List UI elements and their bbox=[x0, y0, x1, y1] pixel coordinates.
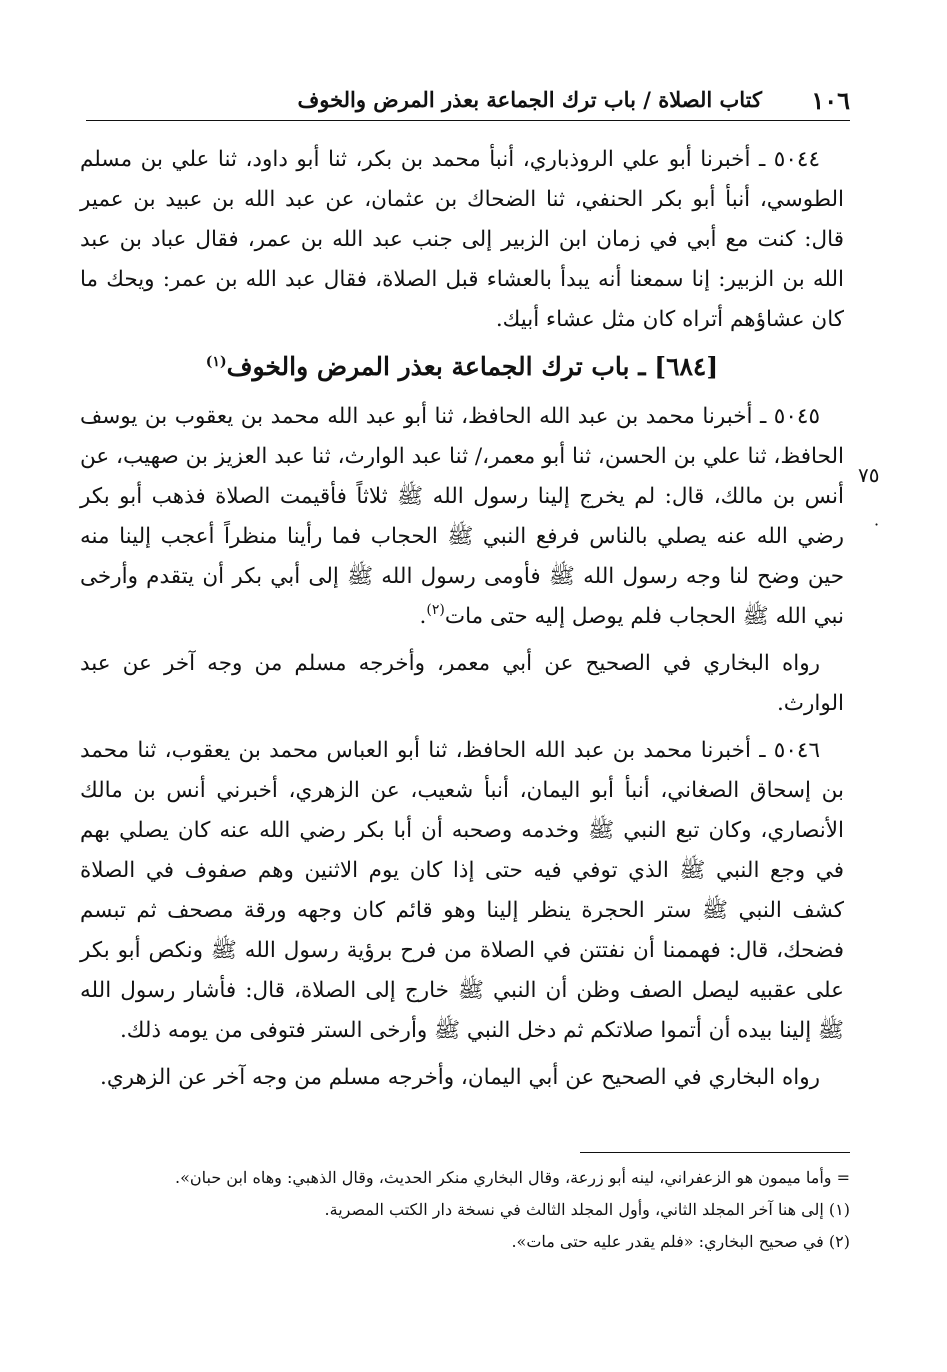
footnotes bbox=[78, 1152, 850, 1259]
hadith-5046: ٥٠٤٦ ـ أخبرنا محمد بن عبد الله الحافظ، ثنا أبو العباس محمد بن يعقوب، ثنا محمد بن إسحاق الصغاني، أنبأ أبو اليمان، أنبأ شعيب، عن الزهري، أخبرني أنس بن مالك الأنصاري، وكان تبع النبي ﷺ وخدمه وصحبه أن أبا بكر رضي الله عنه كان يصلي بهم في وجع النبي ﷺ الذي توفي فيه حتى إذا كان يوم الاثنين وهم صفوف في الصلاة كشف النبي ﷺ ستر الحجرة ينظر إلينا وهو قائم كان وجهه ورقة مصحف ثم تبسم فضحك، قال: فهممنا أن نفتتن في الصلاة من فرح برؤية رسول الله ﷺ ونكص أبو بكر على عقبيه ليصل الصف وظن أن النبي ﷺ خارج إلى الصلاة، قال: فأشار رسول الله ﷺ إلينا بيده أن أتموا صلاتكم ثم دخل النبي ﷺ وأرخى الستر فتوفى من يومه ذلك. bbox=[80, 738, 844, 1043]
takhrij-5045: رواه البخاري في الصحيح عن أبي معمر، وأخرجه مسلم من وجه آخر عن عبد الوارث. bbox=[80, 651, 844, 716]
footnote-continued: = وأما ميمون هو الزعفراني، لينه أبو زرعة، وقال البخاري منكر الحديث، وقال الذهبي: وهاه ابن حبان». bbox=[174, 1168, 850, 1187]
main-text bbox=[80, 140, 844, 1105]
chapter-heading-text: [٦٨٤] ـ باب ترك الجماعة بعذر المرض والخوف bbox=[226, 352, 719, 381]
margin-dot: · bbox=[874, 515, 880, 534]
hadith-5045-end: . bbox=[419, 604, 427, 629]
chapter-heading bbox=[80, 347, 844, 387]
footnote-ref-2: (٢) bbox=[426, 602, 445, 618]
hadith-5044: ٥٠٤٤ ـ أخبرنا أبو علي الروذباري، أنبأ محمد بن بكر، ثنا أبو داود، ثنا علي بن مسلم الطوسي، أنبأ أبو بكر الحنفي، ثنا الضحاك بن عثمان، عن عبد الله بن عبيد بن عمير قال: كنت مع أبي في زمان ابن الزبير إلى جنب عبد الله بن عمر، فقال عباد بن عبد الله بن الزبير: إنا سمعنا أنه يبدأ بالعشاء قبل الصلاة، فقال عبد الله بن عمر: ويحك ما كان عشاؤهم أتراه كان مثل عشاء أبيك. bbox=[80, 147, 844, 332]
hadith-5045 bbox=[80, 397, 844, 637]
hadith-5045-text: ٥٠٤٥ ـ أخبرنا محمد بن عبد الله الحافظ، ثنا أبو عبد الله محمد بن يعقوب بن يوسف الحافظ، ثنا علي بن الحسن، ثنا أبو معمر،/ ثنا عبد الوارث، ثنا عبد العزيز بن صهيب، عن أنس بن مالك، قال: لم يخرج إلينا رسول الله ﷺ ثلاثاً فأقيمت الصلاة فذهب أبو بكر رضي الله عنه يصلي بالناس فرفع النبي ﷺ الحجاب فما رأينا منظراً أعجب إلينا منه حين وضح لنا وجه رسول الله ﷺ فأومى رسول الله ﷺ إلى أبي بكر أن يتقدم وأرخى نبي الله ﷺ الحجاب فلم يوصل إليه حتى مات bbox=[80, 404, 844, 629]
takhrij-5046: رواه البخاري في الصحيح عن أبي اليمان، وأخرجه مسلم من وجه آخر عن الزهري. bbox=[99, 1065, 820, 1090]
footnote-2: (٢) في صحيح البخاري: «فلم يقدر عليه حتى مات». bbox=[511, 1232, 850, 1251]
running-title: كتاب الصلاة / باب ترك الجماعة بعذر المرض والخوف bbox=[297, 87, 762, 112]
footnote-ref-1: (١) bbox=[205, 354, 227, 370]
footnote-divider bbox=[580, 1152, 850, 1153]
manuscript-page-marker: ٧٥ bbox=[858, 463, 880, 487]
page-header bbox=[86, 86, 850, 121]
page-number: ١٠٦ bbox=[811, 86, 850, 115]
footnote-1: (١) إلى هنا آخر المجلد الثاني، وأول المجلد الثالث في نسخة دار الكتب المصرية. bbox=[324, 1200, 850, 1219]
